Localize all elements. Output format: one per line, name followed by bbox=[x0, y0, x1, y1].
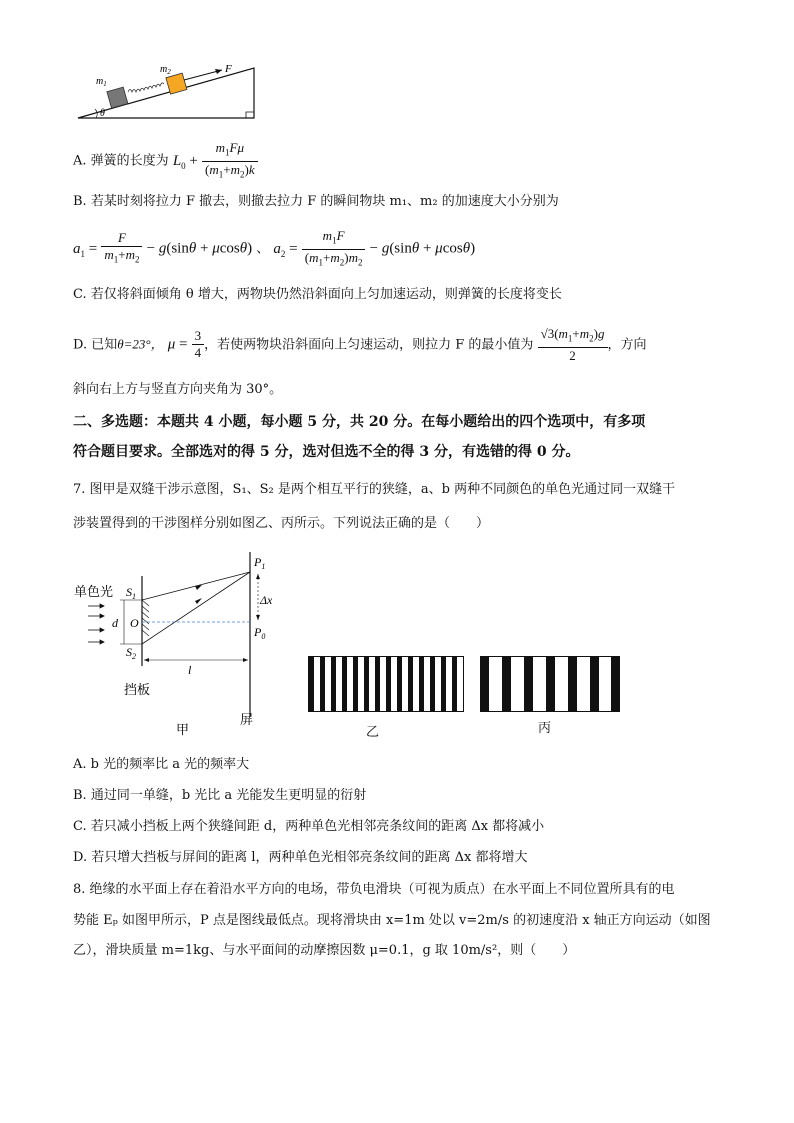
label-theta: θ bbox=[100, 108, 105, 119]
q7-option-b: B. 通过同一单缝，b 光比 a 光能发生更明显的衍射 bbox=[73, 788, 367, 803]
label-d: d bbox=[112, 616, 118, 630]
label-S1: $S_1$ bbox=[126, 585, 136, 601]
label-bing: 丙 bbox=[538, 721, 552, 736]
q8-stem-line2: 势能 Eₚ 如图甲所示，P 点是图线最低点。现将滑块由 x=1m 处以 v=2m/s 的初速度沿 x 轴正方向运动（如图 bbox=[73, 913, 711, 928]
label-O: O bbox=[130, 616, 139, 630]
label-monochrome-light: 单色光 bbox=[74, 584, 114, 599]
q7-option-d: D. 若只增大挡板与屏间的距离 l，两种单色光相邻亮条纹间的距离 Δx 都将增大 bbox=[73, 850, 528, 865]
label-yi: 乙 bbox=[366, 725, 380, 740]
fringe-pattern-yi bbox=[308, 656, 464, 712]
label-jia: 甲 bbox=[176, 722, 190, 737]
q6-option-d-line2: 斜向右上方与竖直方向夹角为 30°。 bbox=[73, 382, 283, 397]
label-baffle: 挡板 bbox=[124, 682, 151, 697]
block-m2 bbox=[166, 73, 187, 94]
label-P0: $P_0$ bbox=[254, 625, 266, 641]
q8-stem-line3: 乙），滑块质量 m=1kg、与水平面间的动摩擦因数 μ=0.1，g 取 10m/s²，则（ ） bbox=[73, 943, 576, 958]
q7-option-a: A. b 光的频率比 a 光的频率大 bbox=[73, 757, 250, 772]
label-m2: $m_2$ bbox=[160, 64, 171, 76]
double-slit-figure bbox=[72, 548, 272, 738]
q6-option-b-formulas: $a_1$ = $\frac{F}{m_1+m_2}$ − g(sinθ + μcosθ) 、 $a_2$ = $\frac{m_1F}{(m_1+m_2)m_2}$ − g(sinθ + μcosθ) bbox=[73, 228, 476, 268]
label-l: l bbox=[188, 663, 192, 677]
incline-figure bbox=[70, 62, 270, 122]
label-m1: $m_1$ bbox=[96, 76, 107, 88]
label-screen: 屏 bbox=[240, 712, 254, 727]
q7-stem-line2: 涉装置得到的干涉图样分别如图乙、丙所示。下列说法正确的是（ ） bbox=[73, 516, 490, 531]
q6-option-b: B. 若某时刻将拉力 F 撤去，则撤去拉力 F 的瞬间物块 m₁、m₂ 的加速度大小分别为 bbox=[73, 194, 559, 209]
label-S2: $S_2$ bbox=[126, 645, 136, 661]
q7-option-c: C. 若只减小挡板上两个狭缝间距 d，两种单色光相邻亮条纹间的距离 Δx 都将减小 bbox=[73, 819, 545, 834]
q8-stem-line1: 8. 绝缘的水平面上存在着沿水平方向的电场，带负电滑块（可视为质点）在水平面上不同位置所具有的电 bbox=[73, 882, 675, 897]
section2-heading-line2: 符合题目要求。全部选对的得 5 分，选对但选不全的得 3 分，有选错的得 0 分。 bbox=[73, 444, 580, 460]
option-a-fraction: $\frac{m_1F\mu}{(m_1+m_2)k}$ bbox=[202, 140, 258, 182]
q7-stem-line1: 7. 图甲是双缝干涉示意图，S₁、S₂ 是两个相互平行的狭缝，a、b 两种不同颜色的单色光通过同一双缝干 bbox=[73, 482, 676, 497]
q6-option-c: C. 若仅将斜面倾角 θ 增大，两物块仍然沿斜面向上匀加速运动，则弹簧的长度将变长 bbox=[73, 287, 562, 302]
label-F: F bbox=[225, 63, 232, 75]
spring bbox=[128, 83, 164, 92]
label-dx: Δx bbox=[260, 593, 272, 607]
section2-heading-line1: 二、多选题：本题共 4 小题，每小题 5 分，共 20 分。在每小题给出的四个选项中，有多项 bbox=[73, 414, 646, 430]
label-P1: $P_1$ bbox=[254, 555, 266, 571]
q6-option-a: A. 弹簧的长度为 $L_0$ + $\frac{m_1F\mu}{(m_1+m_2)k}$ bbox=[73, 140, 258, 182]
fringe-pattern-bing bbox=[480, 656, 620, 712]
q6-option-d: D. 已知θ=23°， μ = $\frac{3}{4}$ ，若使两物块沿斜面向上匀速运动，则拉力 F 的最小值为 $\frac{√3(m_1+m_2)g}{2}$ ，方向 bbox=[73, 326, 647, 363]
